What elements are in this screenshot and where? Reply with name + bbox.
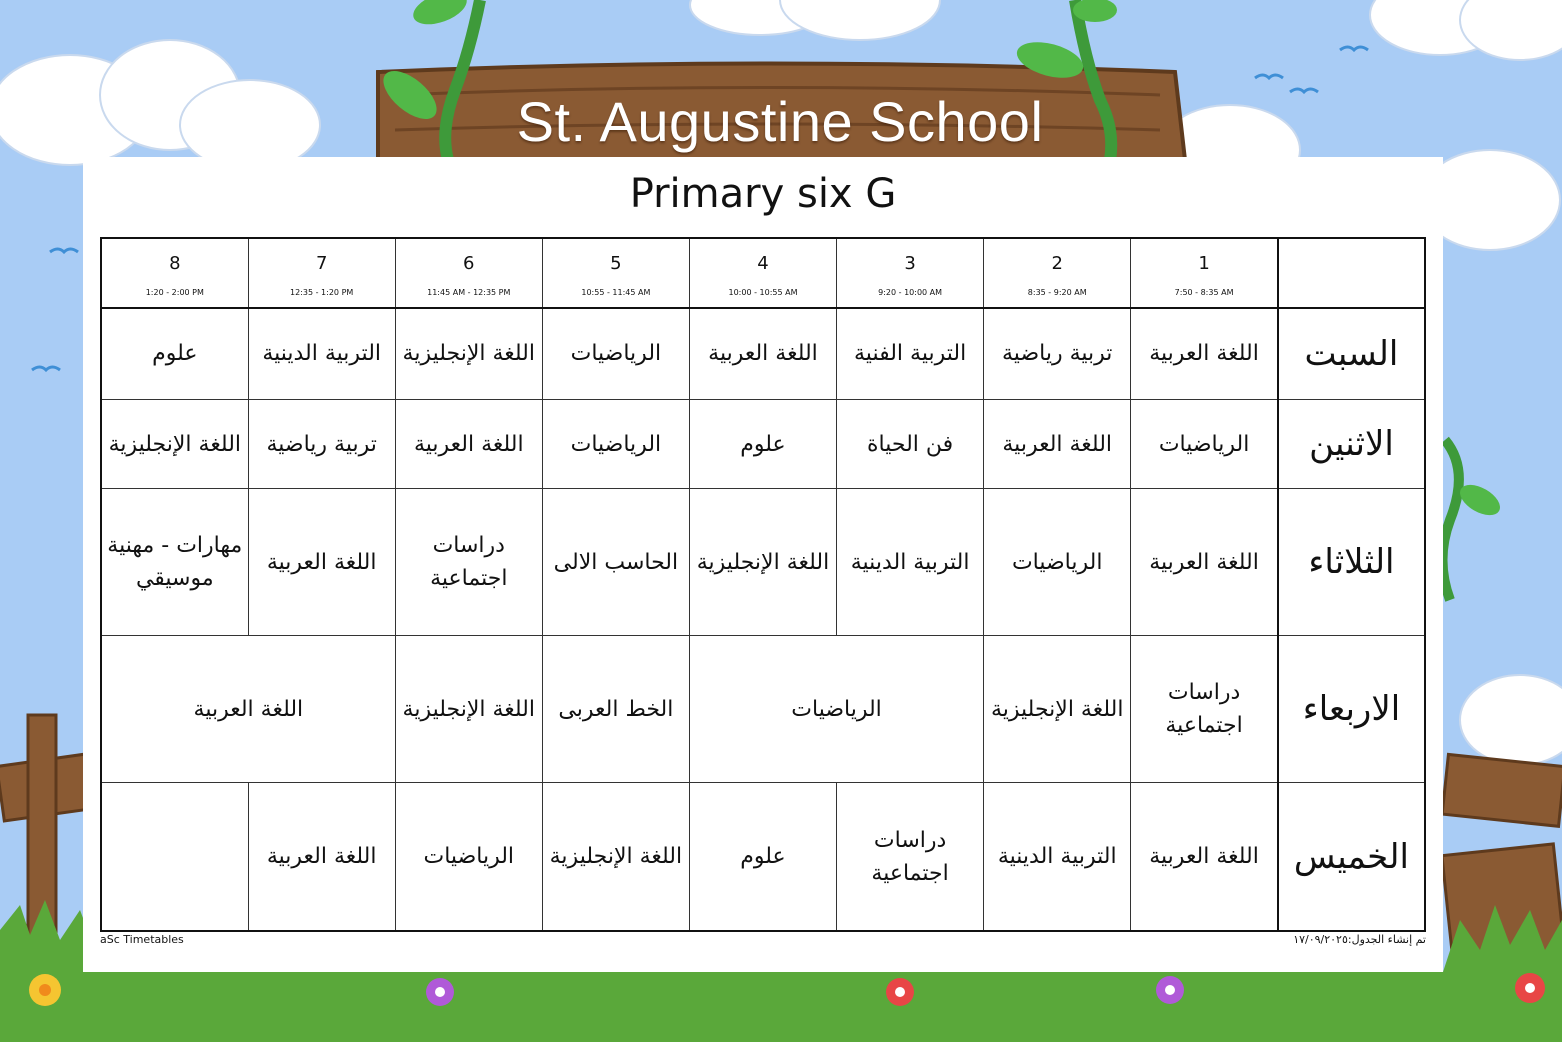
lesson-cell: دراسات اجتماعية <box>1131 636 1278 783</box>
school-name: St. Augustine School <box>516 90 1044 153</box>
period-time: 7:50 - 8:35 AM <box>1174 288 1234 297</box>
day-row <box>101 783 1425 931</box>
period-time: 10:00 - 10:55 AM <box>728 288 798 297</box>
lesson-cell: اللغة الإنجليزية <box>395 308 542 399</box>
day-label: الثلاثاء <box>1278 489 1425 636</box>
day-label: السبت <box>1278 308 1425 399</box>
period-header <box>1131 238 1278 308</box>
lesson-cell: الخط العربى <box>542 636 689 783</box>
period-header-row <box>101 238 1425 308</box>
period-header <box>984 238 1131 308</box>
period-header <box>837 238 984 308</box>
lesson-cell: الرياضيات <box>542 308 689 399</box>
lesson-cell: الرياضيات <box>1131 399 1278 489</box>
lesson-cell: اللغة العربية <box>248 489 395 636</box>
timetable <box>100 237 1426 932</box>
day-label: الخميس <box>1278 783 1425 931</box>
day-label: الاثنين <box>1278 399 1425 489</box>
lesson-cell: مهارات - مهنية موسيقي <box>101 489 248 636</box>
lesson-cell: تربية رياضية <box>984 308 1131 399</box>
timetable-body <box>101 238 1425 931</box>
period-header <box>248 238 395 308</box>
period-time: 8:35 - 9:20 AM <box>1027 288 1087 297</box>
lesson-cell: التربية الفنية <box>837 308 984 399</box>
lesson-cell: اللغة الإنجليزية <box>101 399 248 489</box>
period-time: 11:45 AM - 12:35 PM <box>427 288 511 297</box>
period-number: 8 <box>169 253 181 274</box>
lesson-cell <box>101 783 248 931</box>
period-header <box>689 238 836 308</box>
lesson-cell: اللغة العربية <box>1131 308 1278 399</box>
lesson-cell: التربية الدينية <box>837 489 984 636</box>
day-row <box>101 399 1425 489</box>
day-row <box>101 308 1425 399</box>
day-row <box>101 489 1425 636</box>
day-label: الاربعاء <box>1278 636 1425 783</box>
timetable-panel <box>83 157 1443 972</box>
lesson-cell: اللغة العربية <box>1131 783 1278 931</box>
period-time: 10:55 - 11:45 AM <box>581 288 651 297</box>
period-number: 4 <box>757 253 769 274</box>
period-header <box>542 238 689 308</box>
lesson-cell: التربية الدينية <box>248 308 395 399</box>
period-number: 7 <box>315 253 328 274</box>
period-time: 12:35 - 1:20 PM <box>290 288 354 297</box>
period-header <box>101 238 248 308</box>
lesson-cell: اللغة الإنجليزية <box>984 636 1131 783</box>
lesson-cell: الحاسب الالى <box>542 489 689 636</box>
lesson-cell: التربية الدينية <box>984 783 1131 931</box>
lesson-cell: الرياضيات <box>984 489 1131 636</box>
lesson-cell: الرياضيات <box>689 636 983 783</box>
lesson-cell: اللغة الإنجليزية <box>395 636 542 783</box>
corner-cell <box>1278 238 1425 308</box>
lesson-cell: الرياضيات <box>542 399 689 489</box>
period-time: 1:20 - 2:00 PM <box>145 288 204 297</box>
period-number: 1 <box>1198 253 1210 274</box>
period-number: 2 <box>1051 253 1063 274</box>
lesson-cell: اللغة العربية <box>689 308 836 399</box>
lesson-cell: علوم <box>101 308 248 399</box>
lesson-cell: اللغة العربية <box>395 399 542 489</box>
period-header <box>395 238 542 308</box>
lesson-cell: تربية رياضية <box>248 399 395 489</box>
lesson-cell: علوم <box>689 399 836 489</box>
lesson-cell: اللغة العربية <box>984 399 1131 489</box>
footer-created-date: تم إنشاء الجدول:١٧/٠٩/٢٠٢٥ <box>1293 933 1426 946</box>
lesson-cell: اللغة الإنجليزية <box>689 489 836 636</box>
lesson-cell: علوم <box>689 783 836 931</box>
day-row <box>101 636 1425 783</box>
lesson-cell: اللغة العربية <box>101 636 395 783</box>
lesson-cell: دراسات اجتماعية <box>837 783 984 931</box>
lesson-cell: اللغة العربية <box>1131 489 1278 636</box>
footer-generator: aSc Timetables <box>100 933 184 946</box>
period-number: 6 <box>463 253 475 274</box>
class-title: Primary six G <box>629 171 897 217</box>
period-number: 3 <box>904 253 916 274</box>
lesson-cell: الرياضيات <box>395 783 542 931</box>
lesson-cell: اللغة العربية <box>248 783 395 931</box>
lesson-cell: اللغة الإنجليزية <box>542 783 689 931</box>
lesson-cell: دراسات اجتماعية <box>395 489 542 636</box>
period-number: 5 <box>610 253 622 274</box>
period-time: 9:20 - 10:00 AM <box>878 288 943 297</box>
lesson-cell: فن الحياة <box>837 399 984 489</box>
